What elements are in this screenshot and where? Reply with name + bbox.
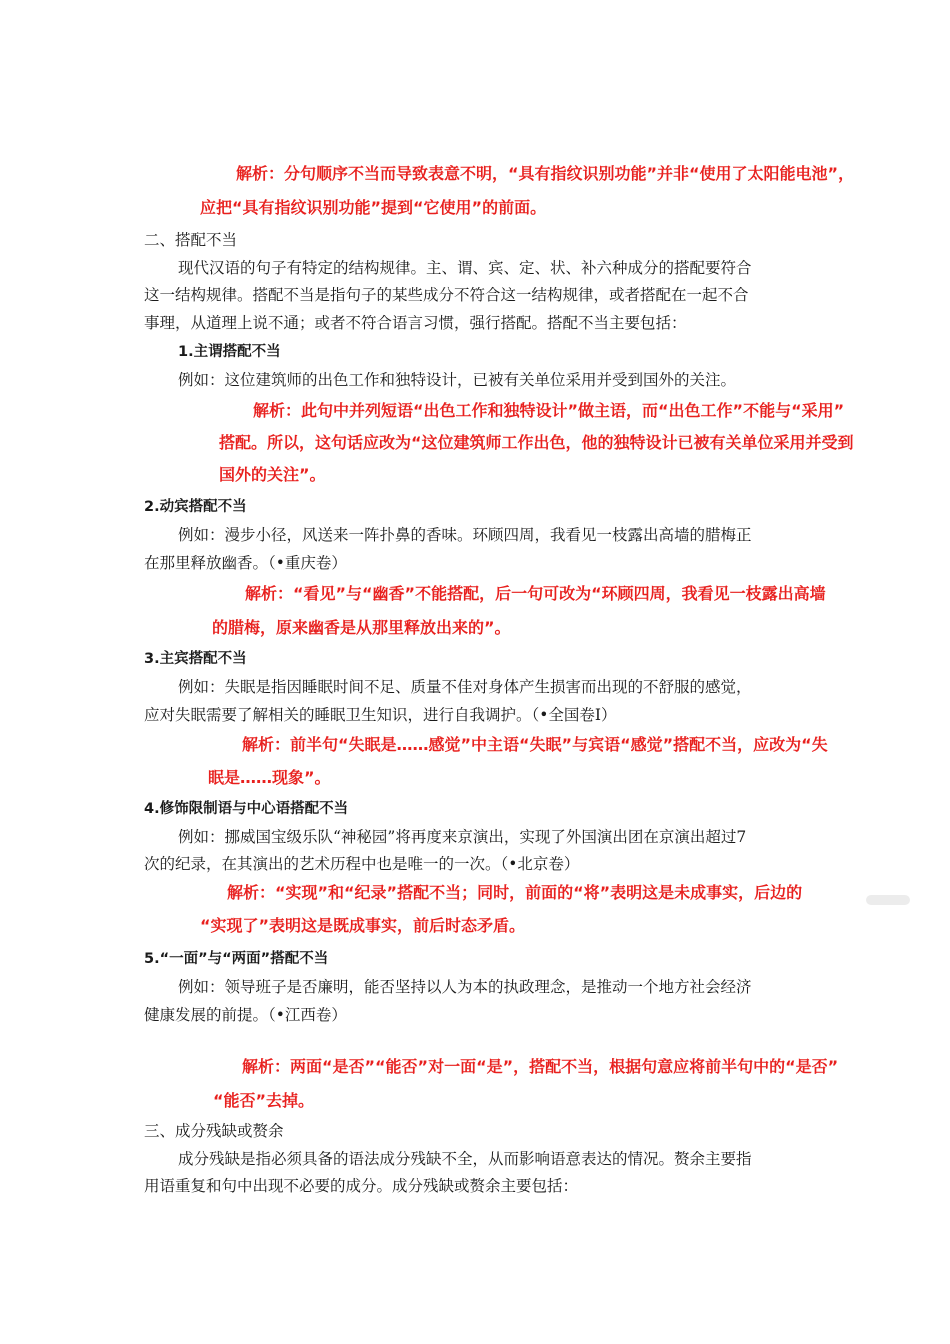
analysis-line: 的腊梅，原来幽香是从那里释放出来的”。	[212, 618, 511, 637]
watermark-smudge	[866, 895, 910, 905]
paragraph-line: 成分残缺是指必须具备的语法成分残缺不全，从而影响语意表达的情况。赘余主要指	[178, 1150, 752, 1168]
subsection-heading: 4.修饰限制语与中心语搭配不当	[144, 801, 349, 817]
paragraph-line: 事理，从道理上说不通；或者不符合语言习惯，强行搭配。搭配不当主要包括：	[144, 314, 687, 332]
analysis-line: “能否”去掉。	[213, 1091, 315, 1110]
paragraph-line: 用语重复和句中出现不必要的成分。成分残缺或赘余主要包括：	[144, 1177, 579, 1195]
section-heading: 三、成分残缺或赘余	[144, 1122, 284, 1140]
analysis-line: 应把“具有指纹识别功能”提到“它使用”的前面。	[200, 198, 547, 217]
analysis-line: 解析：“看见”与“幽香”不能搭配，后一句可改为“环顾四周，我看见一枝露出高墙	[245, 584, 826, 603]
analysis-line: 眠是……现象”。	[208, 768, 331, 787]
subsection-heading: 3.主宾搭配不当	[144, 651, 247, 667]
example-line: 例如：漫步小径，风送来一阵扑鼻的香味。环顾四周，我看见一枝露出高墙的腊梅正	[178, 526, 752, 544]
subsection-heading: 2.动宾搭配不当	[144, 499, 247, 515]
example-line: 在那里释放幽香。（•重庆卷）	[144, 554, 347, 572]
analysis-line: 解析：两面“是否”“能否”对一面“是”，搭配不当，根据句意应将前半句中的“是否”	[242, 1057, 839, 1076]
example-line: 例如：挪威国宝级乐队“神秘园”将再度来京演出，实现了外国演出团在京演出超过7	[178, 828, 747, 846]
analysis-line: 解析：“实现”和“纪录”搭配不当；同时，前面的“将”表明这是未成事实，后边的	[227, 883, 803, 902]
subsection-heading: 5.“一面”与“两面”搭配不当	[144, 951, 329, 967]
example-line: 例如：这位建筑师的出色工作和独特设计，已被有关单位采用并受到国外的关注。	[178, 371, 737, 389]
example-line: 应对失眠需要了解相关的睡眠卫生知识，进行自我调护。（•全国卷Ⅰ）	[144, 706, 617, 724]
analysis-line: 搭配。所以，这句话应改为“这位建筑师工作出色，他的独特设计已被有关单位采用并受到	[219, 433, 854, 452]
paragraph-line: 现代汉语的句子有特定的结构规律。主、谓、宾、定、状、补六种成分的搭配要符合	[178, 259, 752, 277]
analysis-line: 解析：前半句“失眠是……感觉”中主语“失眠”与宾语“感觉”搭配不当，应改为“失	[242, 735, 828, 754]
analysis-line: 国外的关注”。	[219, 465, 326, 484]
example-line: 例如：失眠是指因睡眠时间不足、质量不佳对身体产生损害而出现的不舒服的感觉，	[178, 678, 752, 696]
example-line: 次的纪录，在其演出的艺术历程中也是唯一的一次。（•北京卷）	[144, 855, 580, 873]
subsection-heading: 1.主谓搭配不当	[178, 344, 281, 360]
paragraph-line: 这一结构规律。搭配不当是指句子的某些成分不符合这一结构规律，或者搭配在一起不合	[144, 286, 749, 304]
example-line: 健康发展的前提。（•江西卷）	[144, 1006, 347, 1024]
analysis-line: 解析：分句顺序不当而导致表意不明，“具有指纹识别功能”并非“使用了太阳能电池”，	[236, 164, 855, 183]
example-line: 例如：领导班子是否廉明，能否坚持以人为本的执政理念，是推动一个地方社会经济	[178, 978, 752, 996]
section-heading: 二、搭配不当	[144, 231, 238, 249]
analysis-line: “实现了”表明这是既成事实，前后时态矛盾。	[200, 916, 526, 935]
analysis-line: 解析：此句中并列短语“出色工作和独特设计”做主语，而“出色工作”不能与“采用”	[253, 401, 845, 420]
